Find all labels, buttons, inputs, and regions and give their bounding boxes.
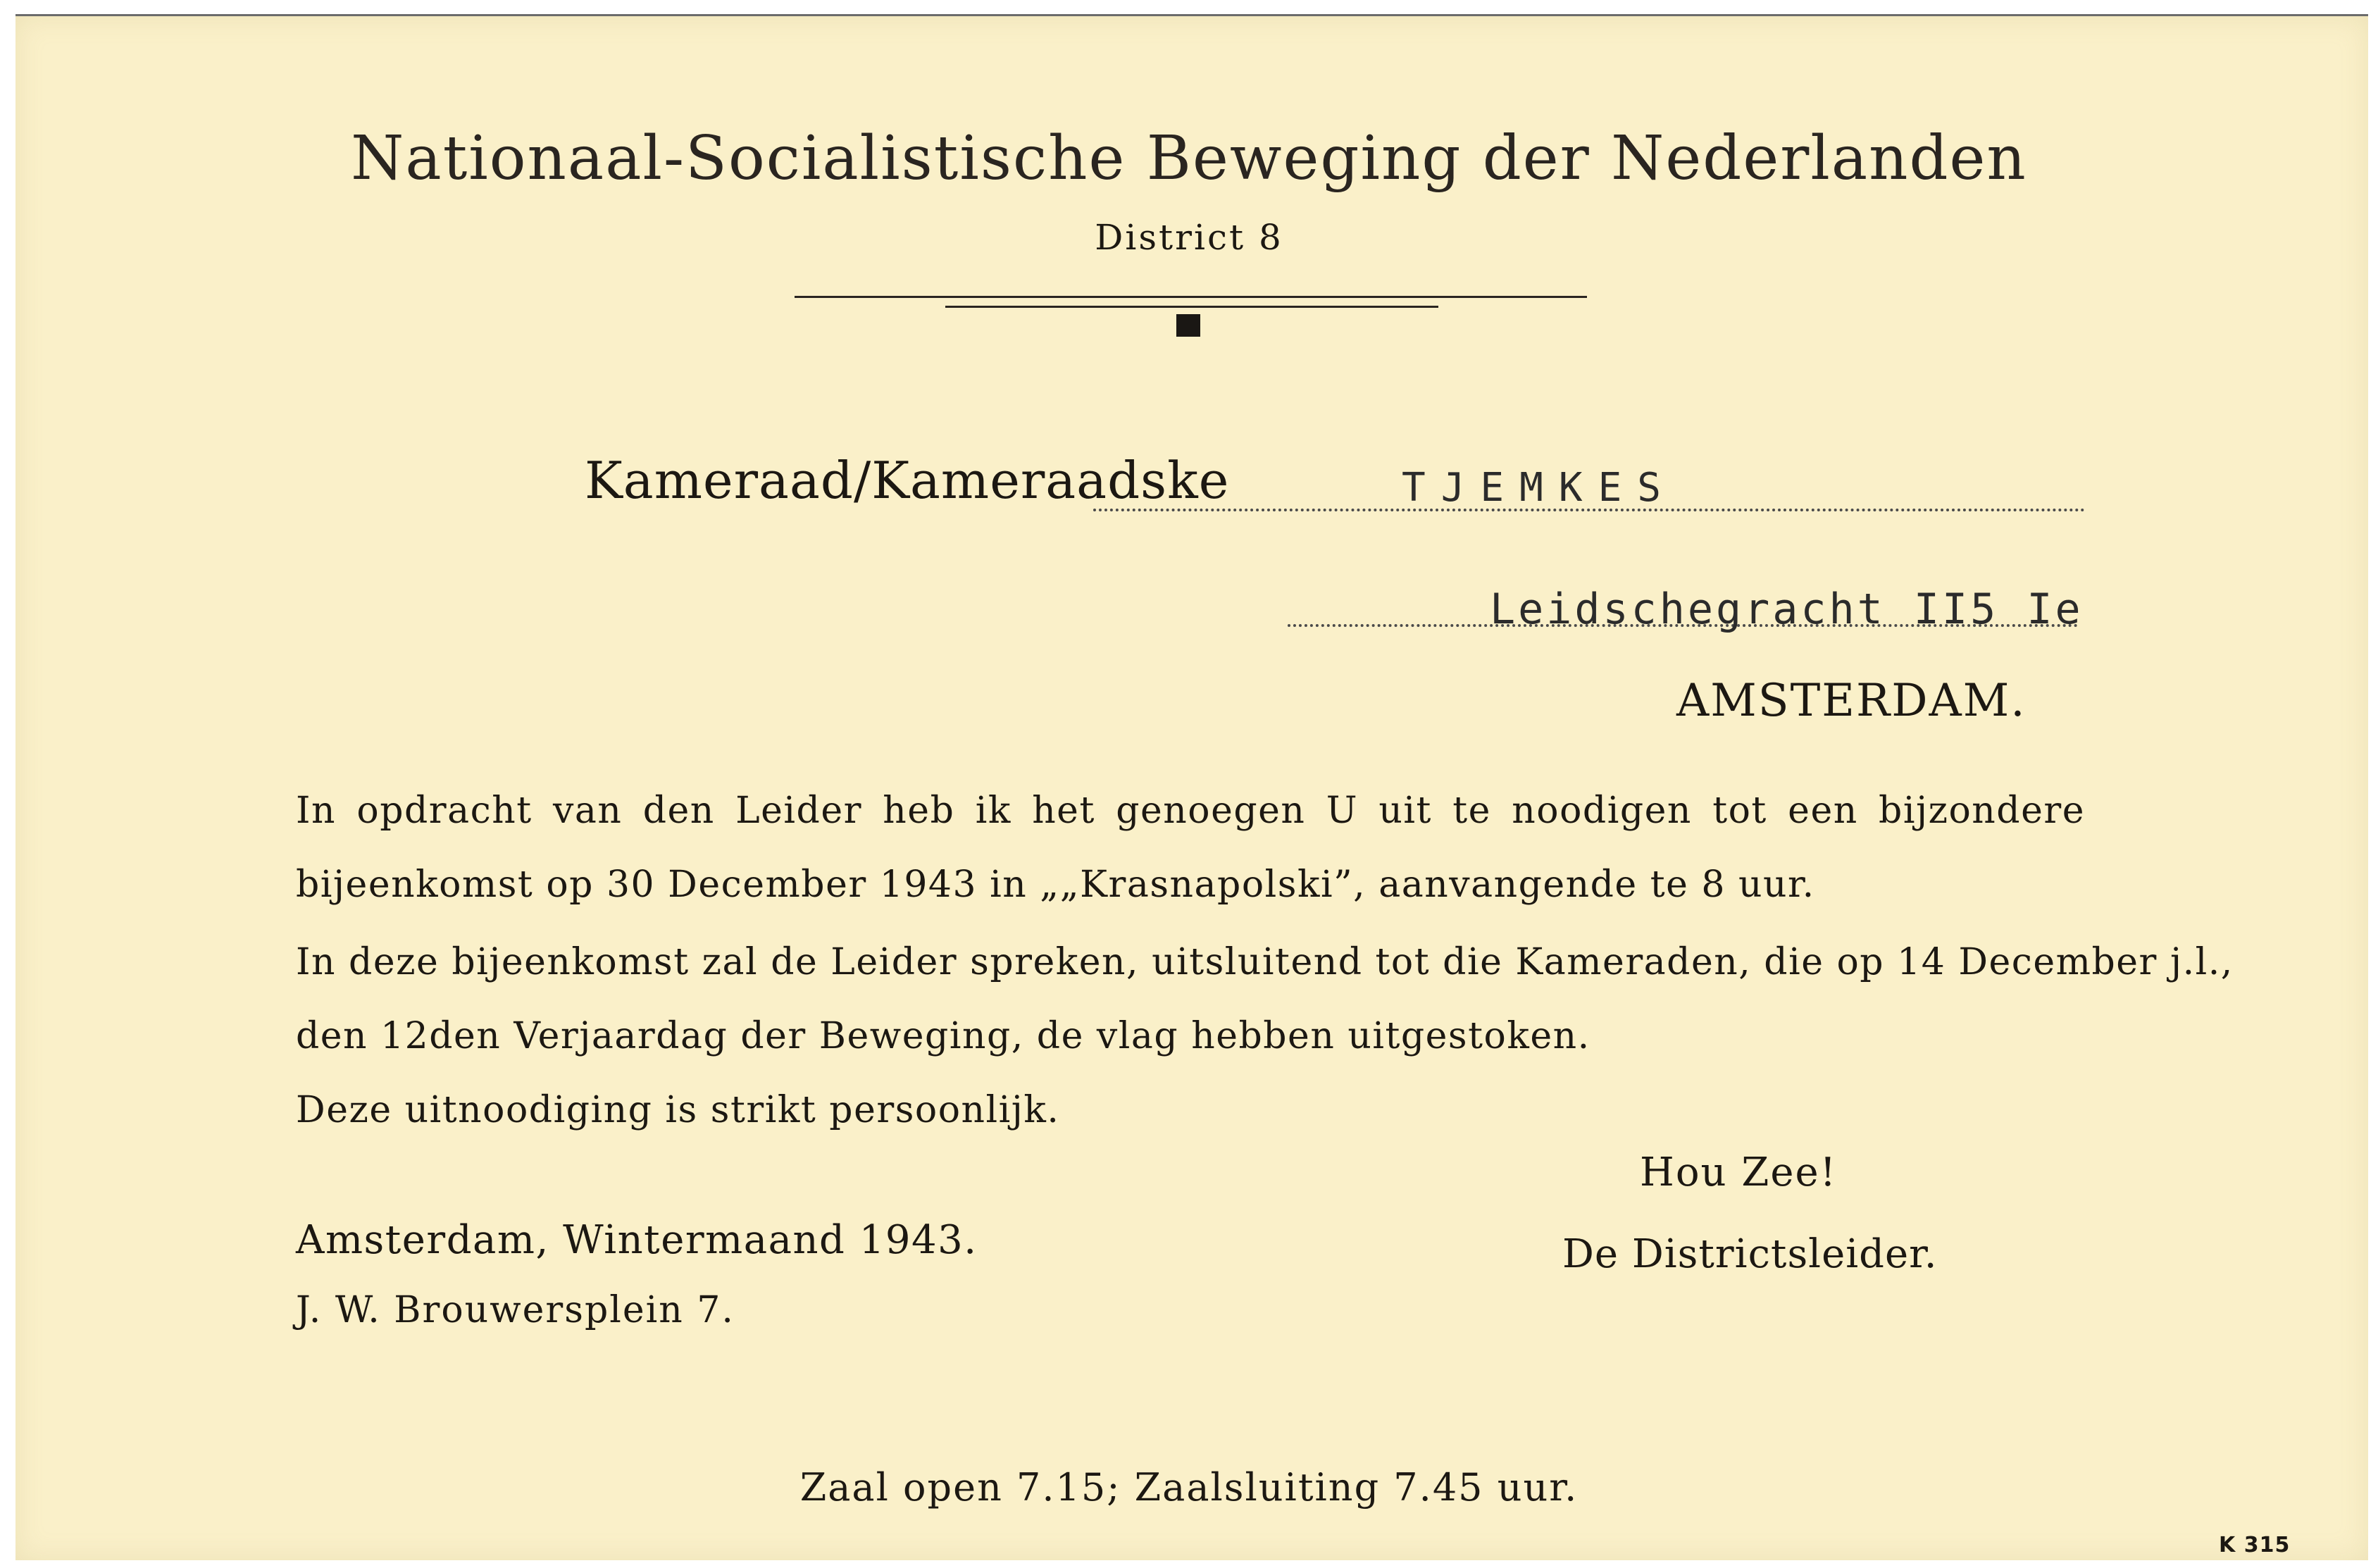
- body-line: In opdracht van den Leider heb ik het genoegen U uit te noodigen tot een bijzondere: [296, 790, 2085, 832]
- organisation-title: Nationaal-Socialistische Beweging der Nederlanden: [351, 123, 2027, 194]
- body-line: bijeenkomst op 30 December 1943 in „„Krasnapolski”, aanvangende te 8 uur.: [296, 864, 1815, 906]
- hall-times: Zaal open 7.15; Zaalsluiting 7.45 uur.: [799, 1465, 1579, 1510]
- district-label: District 8: [1095, 217, 1283, 258]
- body-line: den 12den Verjaardag der Beweging, de vlag hebben uitgestoken.: [296, 1015, 1590, 1057]
- recipient-city: AMSTERDAM.: [1676, 675, 2027, 727]
- header-rule-bottom: [945, 306, 1438, 308]
- signatory: De Districtsleider.: [1562, 1231, 1938, 1277]
- ornament-square-icon: [1176, 314, 1200, 337]
- recipient-name: TJEMKES: [1402, 465, 1677, 511]
- header-rule-top: [795, 296, 1587, 298]
- body-line: Deze uitnoodiging is strikt persoonlijk.: [296, 1089, 1060, 1131]
- salutation-label: Kameraad/Kameraadske: [585, 451, 1230, 510]
- recipient-address: Leidschegracht II5 Ie: [1490, 585, 2084, 634]
- body-line: In deze bijeenkomst zal de Leider spreken, uitsluitend tot die Kameraden, die op 14 December j.l.,: [296, 941, 2234, 983]
- place-and-date: Amsterdam, Wintermaand 1943.: [296, 1217, 978, 1263]
- sender-address: J. W. Brouwersplein 7.: [296, 1289, 735, 1331]
- closing-greeting: Hou Zee!: [1640, 1150, 1838, 1195]
- form-code: K 315: [2219, 1533, 2291, 1557]
